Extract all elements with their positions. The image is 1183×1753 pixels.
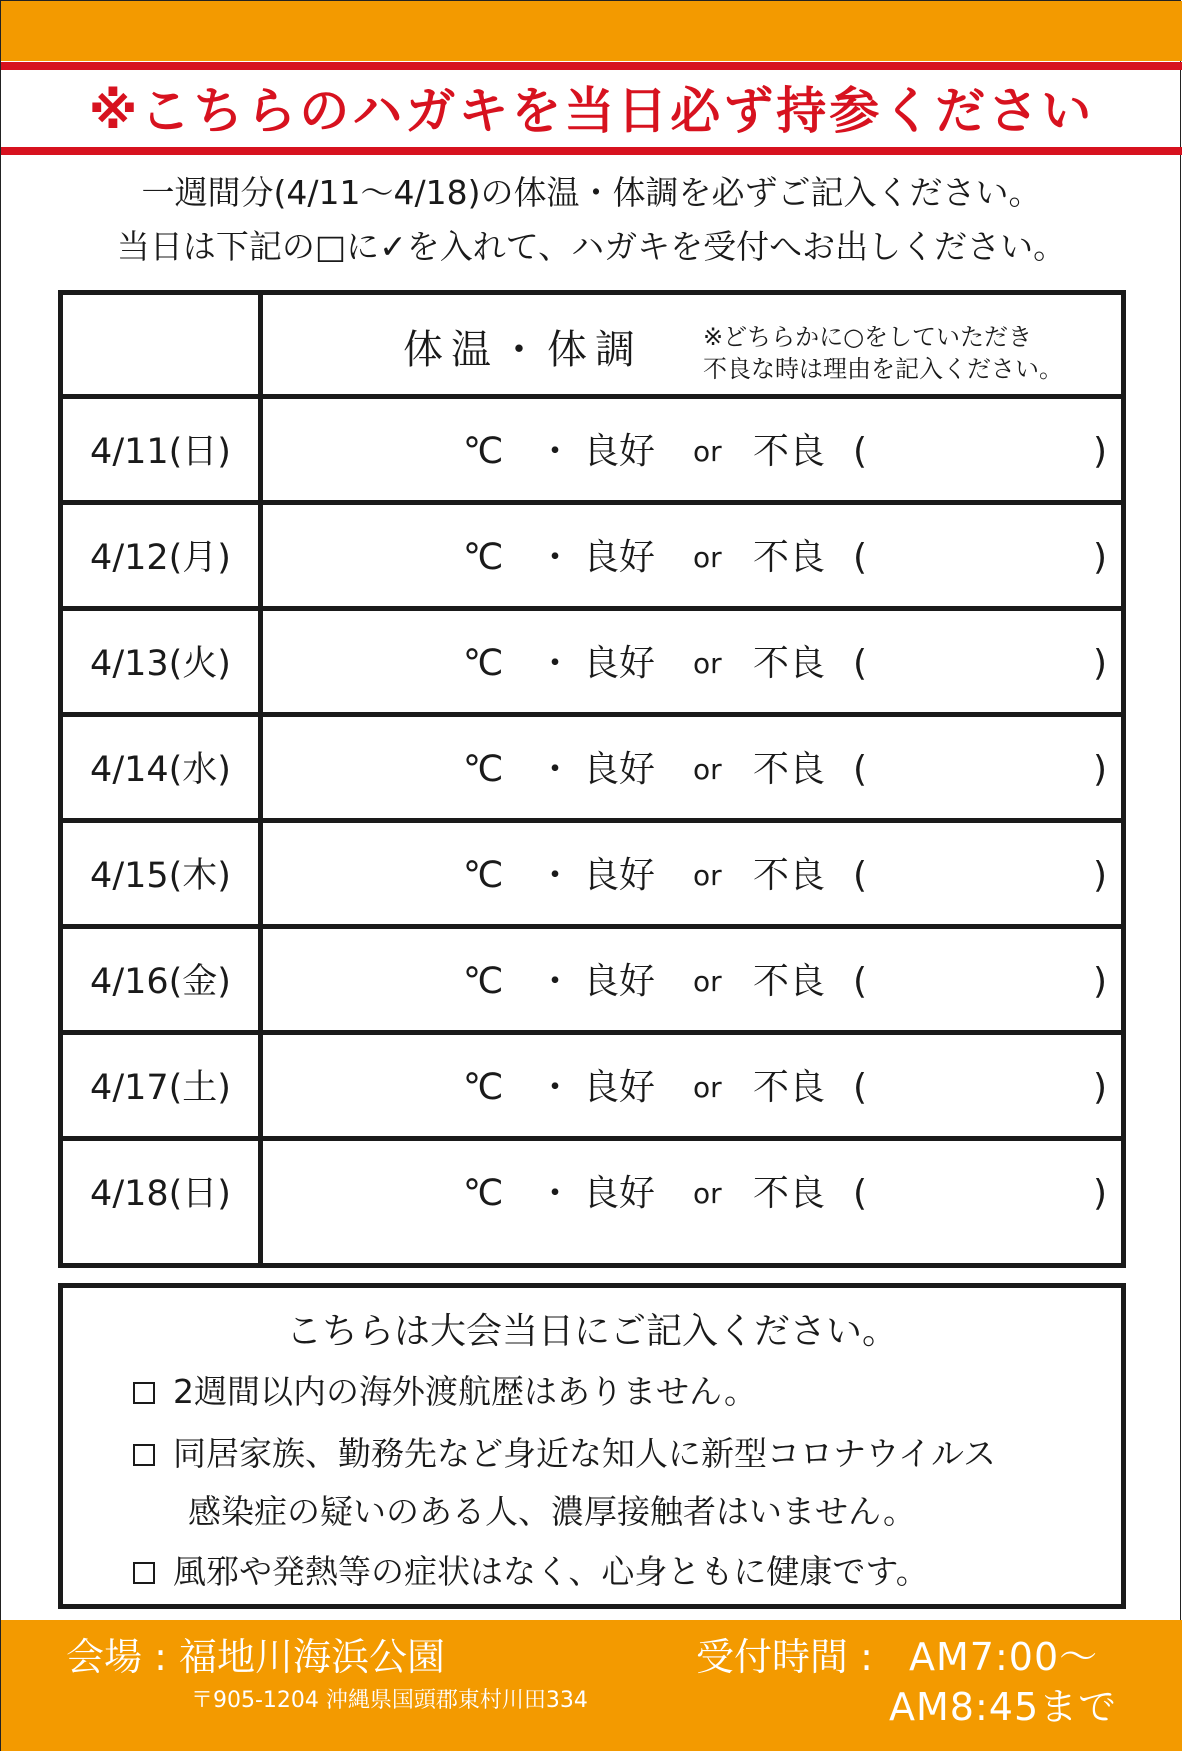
option-or: or <box>693 753 722 786</box>
option-good[interactable]: 良好 <box>583 643 656 684</box>
venue-address: 〒905-1204 沖縄県国頭郡東村川田334 <box>191 1688 588 1713</box>
top-orange-band <box>1 1 1182 61</box>
reason-paren-close: ) <box>1093 643 1108 684</box>
row-date: 4/18(日) <box>90 1174 231 1214</box>
option-or: or <box>693 647 722 680</box>
option-bad[interactable]: 不良 <box>753 1067 826 1108</box>
reason-paren-close: ) <box>1093 537 1108 578</box>
separator-dot: ・ <box>537 643 574 684</box>
reception-time-end: AM8:45まで <box>889 1685 1118 1729</box>
checklist-item-2-continued: 感染症の疑いのある人、濃厚接触者はいません。 <box>188 1492 916 1531</box>
degree-unit: ℃ <box>463 537 504 578</box>
reason-paren-open: ( <box>853 643 868 684</box>
reason-paren-close: ) <box>1093 431 1108 472</box>
option-or: or <box>693 859 722 892</box>
table-row[interactable] <box>63 929 1121 1035</box>
table-row[interactable] <box>63 1141 1121 1247</box>
instruction-line-1: 一週間分(4/11〜4/18)の体温・体調を必ずご記入ください。 <box>141 173 1042 212</box>
degree-unit: ℃ <box>463 643 504 684</box>
option-or: or <box>693 965 722 998</box>
table-row[interactable] <box>63 399 1121 505</box>
table-header-note-line-2: 不良な時は理由を記入ください。 <box>703 355 1063 383</box>
checklist-item-1-label: 2週間以内の海外渡航歴はありません。 <box>173 1372 757 1411</box>
row-date: 4/16(金) <box>90 962 231 1002</box>
degree-unit: ℃ <box>463 749 504 790</box>
reason-paren-open: ( <box>853 537 868 578</box>
footer-band <box>1 1620 1182 1751</box>
reason-paren-close: ) <box>1093 961 1108 1002</box>
reception-time-start: AM7:00〜 <box>909 1635 1099 1679</box>
table-row[interactable] <box>63 505 1121 611</box>
venue-text: 会場 : 福地川海浜公園 <box>66 1635 445 1679</box>
table-row[interactable] <box>63 823 1121 929</box>
option-good[interactable]: 良好 <box>583 537 656 578</box>
row-date: 4/13(火) <box>90 644 231 684</box>
separator-dot: ・ <box>537 855 574 896</box>
checklist-item-2[interactable] <box>133 1432 996 1476</box>
checklist-title: こちらは大会当日にご記入ください。 <box>285 1311 898 1352</box>
degree-unit: ℃ <box>463 431 504 472</box>
reason-paren-open: ( <box>853 1067 868 1108</box>
checkbox-icon[interactable] <box>133 1382 155 1404</box>
separator-dot: ・ <box>537 1067 574 1108</box>
row-date: 4/12(月) <box>90 538 231 578</box>
reason-paren-close: ) <box>1093 749 1108 790</box>
temperature-log-table <box>58 290 1126 1268</box>
separator-dot: ・ <box>537 431 574 472</box>
separator-dot: ・ <box>537 749 574 790</box>
page-headline: ※こちらのハガキを当日必ず持参ください <box>88 82 1095 140</box>
checklist-item-2-label: 同居家族、勤務先など身近な知人に新型コロナウイルス <box>173 1434 997 1473</box>
row-date: 4/15(木) <box>90 856 231 896</box>
checklist-item-3[interactable] <box>133 1550 929 1594</box>
reason-paren-close: ) <box>1093 1173 1108 1214</box>
instruction-line-2: 当日は下記の□に✓を入れて、ハガキを受付へお出しください。 <box>116 227 1067 266</box>
table-header-title: 体温・体調 <box>403 327 643 373</box>
reason-paren-open: ( <box>853 1173 868 1214</box>
option-bad[interactable]: 不良 <box>753 1173 826 1214</box>
option-bad[interactable]: 不良 <box>753 431 826 472</box>
option-bad[interactable]: 不良 <box>753 855 826 896</box>
day-of-checklist <box>58 1283 1126 1609</box>
table-header-note-line-1: ※どちらかに○をしていただき <box>703 323 1033 351</box>
table-row[interactable] <box>63 1035 1121 1141</box>
separator-dot: ・ <box>537 1173 574 1214</box>
reason-paren-close: ) <box>1093 1067 1108 1108</box>
option-bad[interactable]: 不良 <box>753 643 826 684</box>
option-or: or <box>693 1071 722 1104</box>
separator-dot: ・ <box>537 961 574 1002</box>
option-good[interactable]: 良好 <box>583 1173 656 1214</box>
checkbox-icon[interactable] <box>133 1562 155 1584</box>
checklist-item-1[interactable] <box>133 1370 757 1414</box>
option-or: or <box>693 1177 722 1210</box>
option-good[interactable]: 良好 <box>583 749 656 790</box>
row-date: 4/17(土) <box>90 1068 231 1108</box>
option-good[interactable]: 良好 <box>583 1067 656 1108</box>
reason-paren-open: ( <box>853 431 868 472</box>
option-good[interactable]: 良好 <box>583 855 656 896</box>
reason-paren-open: ( <box>853 749 868 790</box>
reason-paren-open: ( <box>853 855 868 896</box>
degree-unit: ℃ <box>463 961 504 1002</box>
reception-label: 受付時間 : <box>696 1635 873 1679</box>
option-or: or <box>693 435 722 468</box>
degree-unit: ℃ <box>463 1173 504 1214</box>
separator-dot: ・ <box>537 537 574 578</box>
option-bad[interactable]: 不良 <box>753 749 826 790</box>
table-row[interactable] <box>63 717 1121 823</box>
option-bad[interactable]: 不良 <box>753 961 826 1002</box>
option-bad[interactable]: 不良 <box>753 537 826 578</box>
degree-unit: ℃ <box>463 1067 504 1108</box>
option-good[interactable]: 良好 <box>583 961 656 1002</box>
row-date: 4/11(日) <box>90 432 231 472</box>
table-header-note <box>703 321 1063 385</box>
table-row[interactable] <box>63 611 1121 717</box>
degree-unit: ℃ <box>463 855 504 896</box>
red-rule-top <box>1 62 1182 70</box>
red-rule-bottom <box>1 147 1182 155</box>
checkbox-icon[interactable] <box>133 1444 155 1466</box>
row-date: 4/14(水) <box>90 750 231 790</box>
option-good[interactable]: 良好 <box>583 431 656 472</box>
checklist-item-3-label: 風邪や発熱等の症状はなく、心身ともに健康です。 <box>173 1552 929 1591</box>
reason-paren-close: ) <box>1093 855 1108 896</box>
option-or: or <box>693 541 722 574</box>
reason-paren-open: ( <box>853 961 868 1002</box>
